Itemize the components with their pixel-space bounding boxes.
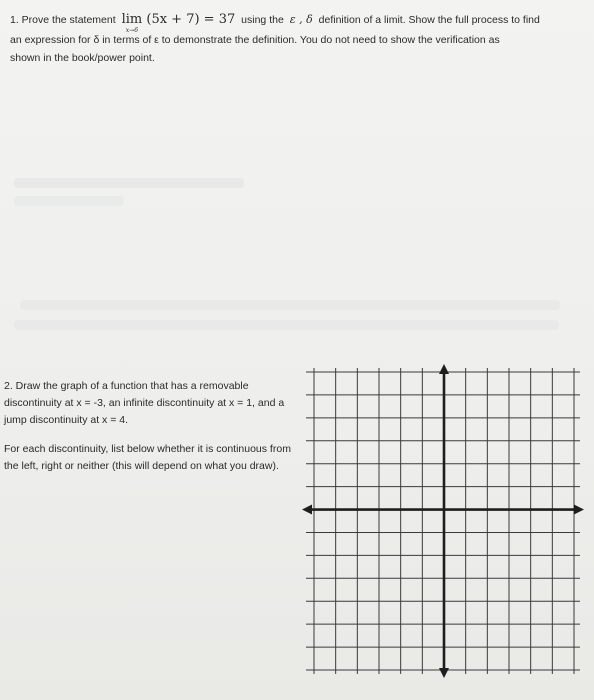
question-2 bbox=[4, 378, 294, 487]
bleed-through-smudge bbox=[14, 196, 124, 206]
question-1-middle: using the bbox=[241, 14, 284, 26]
question-1-suffix: definition of a limit. Show the full process to find bbox=[318, 14, 540, 26]
lim-operator bbox=[121, 9, 143, 34]
question-2-prompt: 2. Draw the graph of a function that has a removable discontinuity at x = -3, an infinite discontinuity at x = 1, and a jump discontinuity at x = 4. bbox=[4, 380, 285, 426]
y-axis-arrow-up-icon bbox=[439, 364, 449, 374]
question-1-line-2: an expression for δ in terms of ε to demonstrate the definition. You do not need to show the verification as bbox=[10, 34, 500, 46]
question-1-line-1 bbox=[10, 9, 585, 34]
question-1-prefix: 1. Prove the statement bbox=[10, 14, 116, 26]
bleed-through-smudge bbox=[14, 320, 559, 330]
bleed-through-smudge bbox=[14, 178, 244, 188]
epsilon-delta-symbols: ε , δ bbox=[289, 13, 313, 26]
lim-text: lim bbox=[121, 12, 143, 27]
question-2-followup: For each discontinuity, list below whether it is continuous from the left, right or neither (this will depend on what you draw). bbox=[4, 443, 291, 472]
bleed-through-smudge bbox=[20, 300, 560, 310]
lim-subscript: x→6 bbox=[125, 27, 139, 34]
question-1 bbox=[10, 9, 585, 67]
graph-grid-svg bbox=[298, 362, 586, 682]
y-axis-arrow-down-icon bbox=[439, 668, 449, 678]
question-1-line-3: shown in the book/power point. bbox=[10, 52, 155, 64]
limit-expression bbox=[119, 9, 239, 34]
x-axis-arrow-right-icon bbox=[574, 505, 584, 515]
x-axis-arrow-left-icon bbox=[302, 505, 312, 515]
graph-grid bbox=[298, 362, 586, 682]
limit-body: (5x + 7) = 37 bbox=[146, 12, 236, 27]
